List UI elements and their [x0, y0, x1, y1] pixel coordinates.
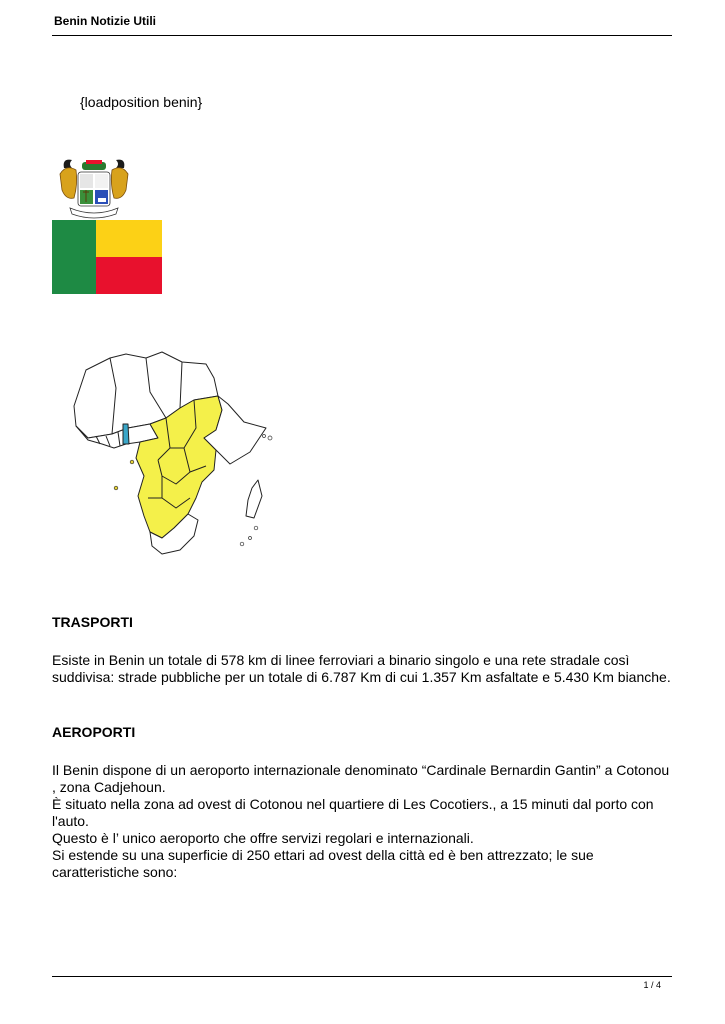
trasporti-text: Esiste in Benin un totale di 578 km di linee ferroviari a binario singolo e una rete stradale così suddivisa: strade pubbliche per un totale di 6.787 Km di cui 1.357 Km asfaltate e 5.430 Km bianche. [52, 652, 671, 685]
coat-of-arms-icon [56, 154, 132, 220]
aeroporti-line: È situato nella zona ad ovest di Cotonou nel quartiere di Les Cocotiers., a 15 minuti dal porto con l'auto. [52, 796, 654, 829]
footer-divider [52, 976, 672, 977]
aeroporti-line: Questo è l’ unico aeroporto che offre servizi regolari e internazionali. [52, 830, 474, 846]
aeroporti-line: Si estende su una superficie di 250 ettari ad ovest della città ed è ben attrezzato; le sue caratteristiche sono: [52, 847, 594, 880]
page-number: 1 / 4 [643, 980, 661, 990]
loadposition-placeholder: {loadposition benin} [80, 94, 203, 110]
aeroporti-line: Il Benin dispone di un aeroporto internazionale denominato “Cardinale Bernardin Gantin” a Cotonou , zona Cadjehoun. [52, 762, 670, 795]
heading-aeroporti: AEROPORTI [52, 724, 136, 740]
flag-red-band [96, 257, 162, 294]
flag-yellow-band [96, 220, 162, 257]
paragraph-trasporti [52, 652, 672, 686]
paragraph-aeroporti [52, 762, 672, 881]
flag-green-band [52, 220, 96, 294]
benin-flag [52, 220, 162, 294]
heading-trasporti: TRASPORTI [52, 614, 133, 630]
africa-map-icon [66, 348, 280, 562]
header-divider [52, 35, 672, 36]
document-header-title: Benin Notizie Utili [54, 14, 156, 28]
